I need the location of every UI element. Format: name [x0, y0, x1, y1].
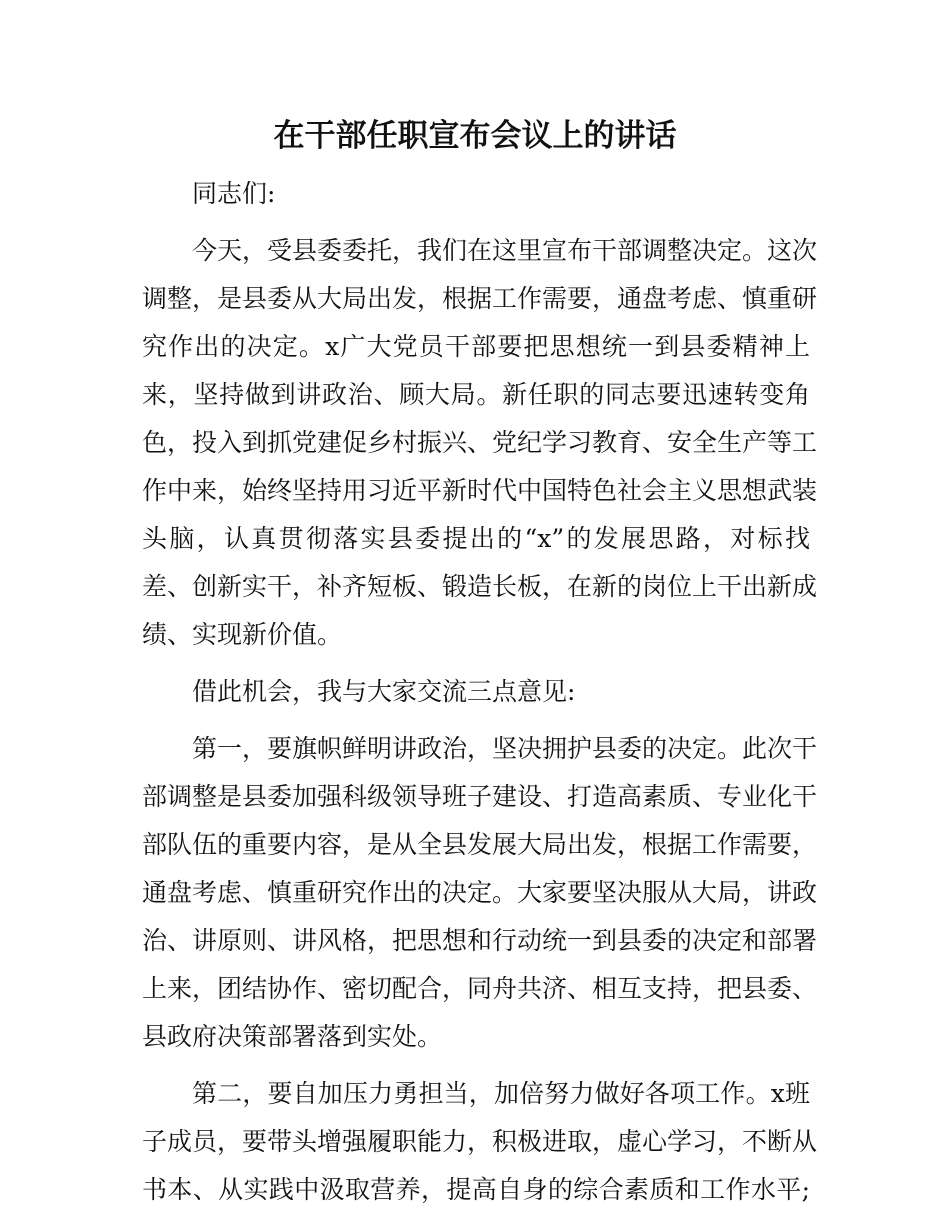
paragraph-2-line: 借此机会，我与大家交流三点意见: [192, 677, 576, 706]
paragraph-3-line: 第一，要旗帜鲜明讲政治，坚决拥护县委的决定。此次干 [192, 734, 818, 763]
paragraph-1-line: 作中来，始终坚持用习近平新时代中国特色社会主义思想武装 [142, 476, 818, 505]
paragraph-1-line: 调整，是县委从大局出发，根据工作需要，通盘考虑、慎重研 [142, 284, 818, 313]
paragraph-3-line: 部队伍的重要内容，是从全县发展大局出发，根据工作需要， [142, 830, 818, 859]
paragraph-3-line: 上来，团结协作、密切配合，同舟共济、相互支持，把县委、 [142, 974, 818, 1003]
paragraph-1-line: 差、创新实干，补齐短板、锻造长板，在新的岗位上干出新成 [142, 572, 818, 601]
paragraph-4-line: 子成员，要带头增强履职能力，积极进取，虚心学习，不断从 [142, 1127, 818, 1156]
paragraph-1-line: 究作出的决定。x广大党员干部要把思想统一到县委精神上 [142, 332, 810, 361]
paragraph-1-line: 绩、实现新价值。 [142, 620, 343, 649]
paragraph-3-line: 县政府决策部署落到实处。 [142, 1022, 443, 1051]
paragraph-1-line: 头脑，认真贯彻落实县委提出的“x”的发展思路，对标找 [142, 524, 810, 553]
document-body [142, 170, 818, 1214]
paragraph-1-line: 来，坚持做到讲政治、顾大局。新任职的同志要迅速转变角 [142, 380, 810, 409]
paragraph-1-line: 今天，受县委委托，我们在这里宣布干部调整决定。这次 [192, 236, 818, 265]
paragraph-1-line: 色，投入到抓党建促乡村振兴、党纪学习教育、安全生产等工 [142, 428, 818, 457]
paragraph-3-line: 通盘考虑、慎重研究作出的决定。大家要坚决服从大局，讲政 [142, 878, 818, 907]
document-title: 在干部任职宣布会议上的讲话 [273, 118, 677, 154]
salutation: 同志们: [192, 179, 276, 208]
paragraph-3-line: 部调整是县委加强科级领导班子建设、打造高素质、专业化干 [142, 782, 818, 811]
paragraph-3-line: 治、讲原则、讲风格，把思想和行动统一到县委的决定和部署 [142, 926, 818, 955]
paragraph-4-line: 第二，要自加压力勇担当，加倍努力做好各项工作。x班 [192, 1079, 810, 1108]
paragraph-4-line: 书本、从实践中汲取营养，提高自身的综合素质和工作水平; [142, 1175, 810, 1204]
